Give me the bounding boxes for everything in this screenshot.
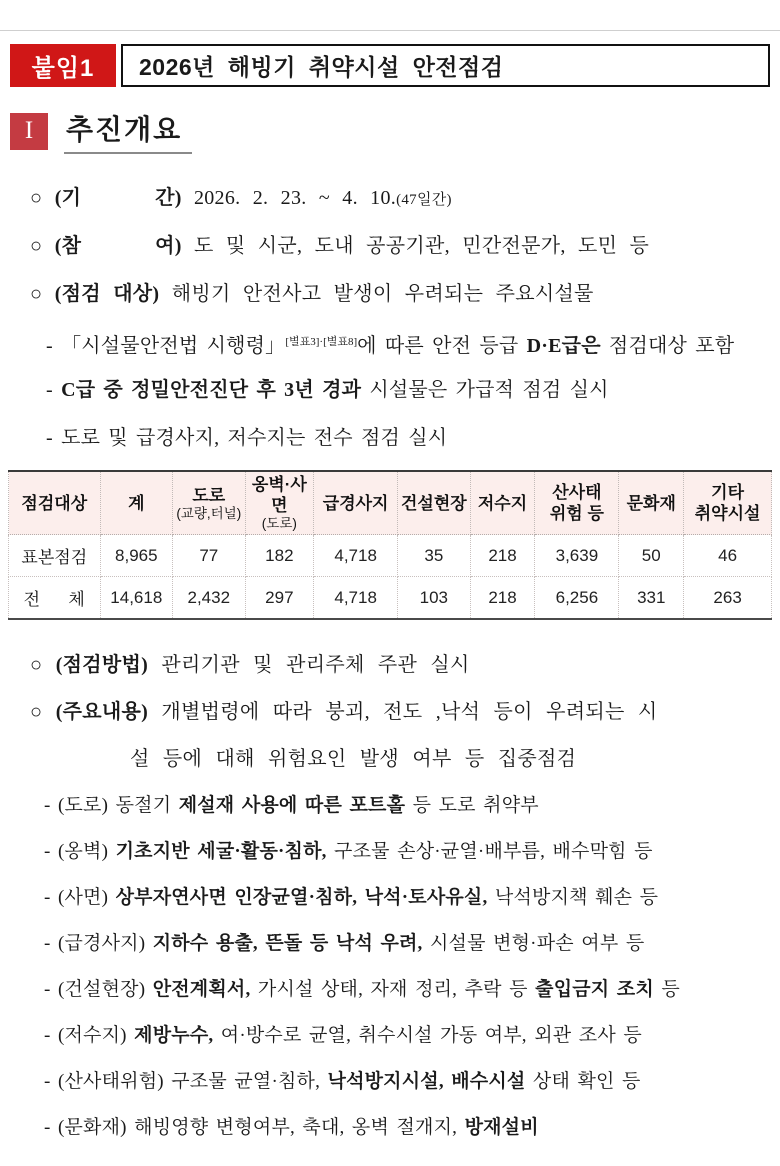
- text-segment: 안전계획서,: [152, 979, 251, 1000]
- text-segment: [별표3]·[별표8]: [285, 336, 358, 348]
- text-segment: 낙석방지책 훼손 등: [487, 887, 659, 908]
- text-segment: 개별법령에 따라 붕괴, 전도 ,낙석 등이 우려되는 시: [161, 701, 658, 723]
- text-segment: -: [46, 335, 62, 357]
- overview-bullet-participants: [30, 222, 780, 270]
- text-segment: 여·방수로 균열, 취수시설 가동 여부, 외관 조사 등: [213, 1025, 642, 1046]
- table-cell: 182: [245, 535, 314, 577]
- section-number: I: [24, 117, 34, 144]
- table-row-label: 전 체: [9, 577, 101, 620]
- inspection-table: [8, 470, 772, 620]
- sub-bullet-full-inspection: [46, 414, 780, 462]
- title-box: [121, 44, 770, 87]
- inspection-table-wrapper: [8, 470, 772, 620]
- text-segment: -: [46, 379, 62, 401]
- document-title: 2026년 해빙기 취약시설 안전점검: [139, 54, 504, 80]
- text-segment: 지하수 용출, 뜬돌 등 낙석 우려,: [152, 933, 423, 954]
- detail-bullet-slope-face: [44, 875, 780, 921]
- text-segment: 도로 및 급경사지, 저수지는 전수 점검 실시: [61, 427, 448, 449]
- text-segment: - (산사태위험) 구조물 균열·침하,: [44, 1071, 328, 1092]
- text-segment: (점검방법): [55, 654, 162, 676]
- table-cell: 6,256: [535, 577, 619, 620]
- method-bullet-how: [30, 642, 780, 689]
- text-segment: ○: [30, 283, 55, 305]
- table-header-cell: 기타 취약시설: [684, 471, 772, 535]
- text-segment: 등: [653, 979, 680, 1000]
- attachment-badge: [10, 44, 116, 87]
- method-bullet-list: [30, 642, 780, 783]
- text-segment: 2026. 2. 23. ~ 4. 10.: [193, 187, 397, 209]
- sub-bullet-grade-c: [46, 366, 780, 414]
- table-header-row: [9, 471, 772, 535]
- text-segment: - (저수지): [44, 1025, 135, 1046]
- table-cell: 14,618: [100, 577, 172, 620]
- text-segment: - (도로) 동절기: [44, 795, 179, 816]
- table-row: [9, 535, 772, 577]
- attachment-badge-label: 붙임1: [31, 55, 95, 82]
- text-segment: ○: [30, 187, 55, 209]
- detail-bullet-construction-site: [44, 967, 780, 1013]
- text-segment: (기 간): [54, 187, 194, 209]
- text-segment: (주요내용): [55, 701, 162, 723]
- overview-bullet-targets: [30, 270, 780, 318]
- text-segment: 출입금지 조치: [535, 979, 654, 1000]
- text-segment: - (사면): [44, 887, 116, 908]
- text-segment: 제설재 사용에 따른 포트홀: [178, 795, 406, 816]
- detail-bullet-retaining-wall: [44, 829, 780, 875]
- text-segment: (참 여): [54, 235, 194, 257]
- table-cell: 331: [619, 577, 684, 620]
- text-segment: - (문화재) 해빙영향 변형여부, 축대, 옹벽 절개지,: [44, 1117, 465, 1138]
- table-cell: 4,718: [314, 535, 398, 577]
- table-cell: 46: [684, 535, 772, 577]
- text-segment: (47일간): [396, 192, 452, 208]
- text-segment: - (옹벽): [44, 841, 116, 862]
- text-segment: 상부자연사면 인장균열·침하, 낙석·토사유실,: [115, 887, 488, 908]
- text-segment: D·E급은: [526, 335, 601, 357]
- detail-bullet-steep-slope: [44, 921, 780, 967]
- text-segment: C급 중 정밀안전진단 후 3년 경과: [61, 379, 370, 401]
- table-header-cell: 계: [100, 471, 172, 535]
- table-cell: 50: [619, 535, 684, 577]
- sub-bullet-law: [46, 318, 780, 366]
- table-header-cell: 건설현장: [398, 471, 470, 535]
- text-segment: 「시설물안전법 시행령」: [61, 335, 286, 357]
- text-segment: - (급경사지): [44, 933, 153, 954]
- section-title: 추진개요: [64, 108, 192, 154]
- text-segment: (점검 대상): [54, 283, 172, 305]
- text-segment: ○: [30, 701, 56, 723]
- detail-bullet-heritage: [44, 1105, 780, 1151]
- text-segment: 상태 확인 등: [525, 1071, 641, 1092]
- overview-sub-bullet-list: [46, 318, 780, 462]
- text-segment: 기초지반 세굴·활동·침하,: [115, 841, 327, 862]
- text-segment: 방재설비: [464, 1117, 539, 1138]
- detail-bullet-road: [44, 783, 780, 829]
- table-cell: 297: [245, 577, 314, 620]
- text-segment: ○: [30, 654, 56, 676]
- table-cell: 3,639: [535, 535, 619, 577]
- table-cell: 218: [470, 577, 535, 620]
- document-page: [0, 30, 780, 1166]
- text-segment: 에 따른 안전 등급: [357, 335, 527, 357]
- table-cell: 218: [470, 535, 535, 577]
- table-header-cell: 옹벽·사면 (도로): [245, 471, 314, 535]
- text-segment: 점검대상 포함: [600, 335, 735, 357]
- table-header-cell: 도로 (교량,터널): [173, 471, 245, 535]
- text-segment: - (건설현장): [44, 979, 153, 1000]
- table-header-cell: 문화재: [619, 471, 684, 535]
- text-segment: 시설물은 가급적 점검 실시: [369, 379, 609, 401]
- method-bullet-contents: [30, 689, 780, 736]
- table-header-cell: 저수지: [470, 471, 535, 535]
- table-header-cell: 산사태 위험 등: [535, 471, 619, 535]
- text-segment: 구조물 손상·균열·배부름, 배수막힘 등: [326, 841, 653, 862]
- table-header-cell: 급경사지: [314, 471, 398, 535]
- table-cell: 8,965: [100, 535, 172, 577]
- top-divider: [0, 30, 780, 31]
- text-segment: 도 및 시군, 도내 공공기관, 민간전문가, 도민 등: [193, 235, 650, 257]
- detail-bullet-landslide: [44, 1059, 780, 1105]
- text-segment: 해빙기 안전사고 발생이 우려되는 주요시설물: [171, 283, 594, 305]
- table-row: [9, 577, 772, 620]
- text-segment: 시설물 변형·파손 여부 등: [422, 933, 645, 954]
- text-segment: ○: [30, 235, 55, 257]
- table-cell: 103: [398, 577, 470, 620]
- table-cell: 35: [398, 535, 470, 577]
- text-segment: 제방누수,: [134, 1025, 214, 1046]
- text-segment: 낙석방지시설, 배수시설: [327, 1071, 526, 1092]
- text-segment: -: [46, 427, 62, 449]
- text-segment: 가시설 상태, 자재 정리, 추락 등: [250, 979, 536, 1000]
- section-number-badge: [10, 113, 48, 150]
- table-cell: 77: [173, 535, 245, 577]
- detail-bullet-reservoir: [44, 1013, 780, 1059]
- overview-bullet-period: [30, 174, 780, 222]
- table-cell: 2,432: [173, 577, 245, 620]
- method-bullet-contents-continuation: [30, 736, 780, 783]
- text-segment: 관리기관 및 관리주체 주관 실시: [161, 654, 470, 676]
- text-segment: 등 도로 취약부: [405, 795, 539, 816]
- overview-bullet-list: [30, 174, 780, 318]
- document-header: [10, 44, 770, 87]
- section-heading: [10, 112, 770, 150]
- table-header-cell: 점검대상: [9, 471, 101, 535]
- table-cell: 263: [684, 577, 772, 620]
- text-segment: 설 등에 대해 위험요인 발생 여부 등 집중점검: [130, 748, 577, 770]
- table-cell: 4,718: [314, 577, 398, 620]
- table-row-label: 표본점검: [9, 535, 101, 577]
- detail-bullet-list: [44, 783, 780, 1151]
